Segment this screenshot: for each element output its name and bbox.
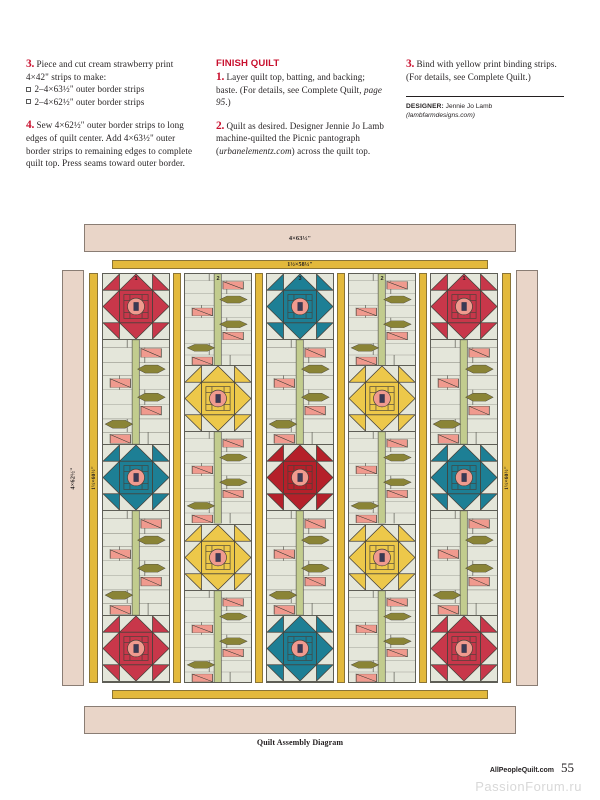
quilt-column-3 — [266, 273, 334, 683]
finish-step-3-bind — [406, 58, 566, 83]
step-text: Layer quilt top, batting, and backing; baste. (For details, see Complete Quilt, — [216, 72, 366, 95]
star-block — [431, 616, 497, 682]
bullet-item — [26, 96, 198, 109]
designer-name: Jennie Jo Lamb — [445, 103, 493, 111]
column-number-label: 1 — [462, 276, 466, 282]
inner-border-right-label: 1½×60½" — [503, 466, 510, 490]
step-text: Bind with yellow print binding strips. (For details, see Complete Quilt.) — [406, 59, 557, 82]
star-block — [267, 616, 333, 682]
step-text: Quilt as desired. Designer Jennie Jo Lamb machine-quilted the Picnic pantograph ( — [216, 120, 384, 156]
star-block — [267, 274, 333, 340]
vine-appliqué-block — [431, 340, 497, 445]
finish-step-2 — [216, 120, 388, 158]
column-number-label: 3 — [298, 276, 302, 282]
star-block — [103, 274, 169, 340]
inner-border-left-label: 1½×60½" — [90, 466, 97, 490]
footer-site: AllPeopleQuilt.com — [489, 767, 554, 774]
designer-credit — [406, 102, 566, 120]
step-number: 1. — [216, 71, 225, 83]
bullet-item — [26, 83, 198, 96]
instructions-area — [0, 0, 600, 205]
step-number: 2. — [216, 119, 225, 132]
sashing-strip — [337, 273, 345, 683]
step-number: 4. — [26, 119, 35, 132]
star-block — [431, 445, 497, 511]
column-number-label: 2 — [216, 276, 220, 282]
star-block — [103, 445, 169, 511]
designer-label: DESIGNER: — [406, 103, 444, 111]
star-block — [103, 616, 169, 682]
instruction-column-1 — [26, 58, 198, 205]
step-number: 3. — [406, 58, 415, 70]
step-text-italic: page 95 — [216, 84, 382, 108]
checkbox-icon — [26, 87, 31, 92]
bullet-text: 2–4×62½" outer border strips — [34, 96, 145, 107]
inner-border-right — [502, 273, 511, 683]
quilt-column-2 — [184, 273, 252, 683]
page-number: 55 — [561, 760, 574, 775]
quilt-column-1 — [102, 273, 170, 683]
outer-border-top — [84, 224, 516, 252]
step-3-piece-cut — [26, 58, 198, 108]
step-text: Piece and cut cream strawberry print 4×42" strips to make: — [26, 59, 174, 82]
outer-border-bottom — [84, 706, 516, 734]
vine-appliqué-block — [185, 591, 251, 682]
inner-border-top-label: 1½×58½" — [287, 261, 313, 268]
sashing-strip — [173, 273, 181, 683]
designer-website: (lambfarmdesigns.com) — [406, 112, 475, 120]
step-text-tail: .) — [225, 97, 231, 108]
step-4-sew-border — [26, 119, 198, 169]
column-number-label: 2 — [380, 276, 384, 282]
section-heading-finish-quilt: FINISH QUILT — [216, 58, 280, 69]
vine-appliqué-block — [267, 340, 333, 445]
quilt-column-2 — [348, 273, 416, 683]
quilt-assembly-diagram — [62, 224, 538, 747]
step-text: Sew 4×62½" outer border strips to long edges of quilt center. Add 4×63½" outer border strips to remaining edges to complete quilt top. Press seams toward outer border. — [26, 120, 193, 169]
page-footer — [490, 760, 574, 776]
vine-appliqué-block — [103, 340, 169, 445]
designer-divider — [406, 96, 564, 97]
checkbox-icon — [26, 99, 31, 104]
star-block — [185, 525, 251, 591]
diagram-caption: Quilt Assembly Diagram — [256, 738, 344, 747]
outer-border-left-label: 4×62½" — [69, 466, 77, 490]
quilt-center — [102, 273, 498, 683]
watermark: PassionForum.ru — [475, 779, 582, 794]
step-text-italic: urbanelementz.com — [219, 145, 292, 156]
sashing-strip — [419, 273, 427, 683]
star-block — [185, 366, 251, 432]
star-block — [267, 445, 333, 511]
vine-appliqué-block — [349, 432, 415, 524]
quilt-column-1 — [430, 273, 498, 683]
star-block — [349, 525, 415, 591]
inner-border-bottom — [112, 690, 488, 699]
inner-border-left — [89, 273, 98, 683]
bullet-text: 2–4×63½" outer border strips — [34, 84, 145, 95]
vine-appliqué-block — [349, 591, 415, 682]
vine-appliqué-block — [431, 511, 497, 616]
inner-border-top — [112, 260, 488, 269]
outer-border-top-label: 4×63½" — [288, 234, 312, 242]
step-text-tail: ) across the quilt top. — [291, 145, 371, 156]
finish-step-1 — [216, 71, 388, 109]
vine-appliqué-block — [103, 511, 169, 616]
outer-border-right — [516, 270, 538, 686]
vine-appliqué-block — [349, 274, 415, 366]
sashing-strip — [255, 273, 263, 683]
star-block — [431, 274, 497, 340]
step-number: 3. — [26, 58, 35, 70]
vine-appliqué-block — [185, 274, 251, 366]
instruction-column-2 — [216, 58, 388, 205]
outer-border-left — [62, 270, 84, 686]
column-number-label: 1 — [134, 276, 138, 282]
instruction-column-3 — [406, 58, 566, 205]
vine-appliqué-block — [267, 511, 333, 616]
star-block — [349, 366, 415, 432]
vine-appliqué-block — [185, 432, 251, 524]
